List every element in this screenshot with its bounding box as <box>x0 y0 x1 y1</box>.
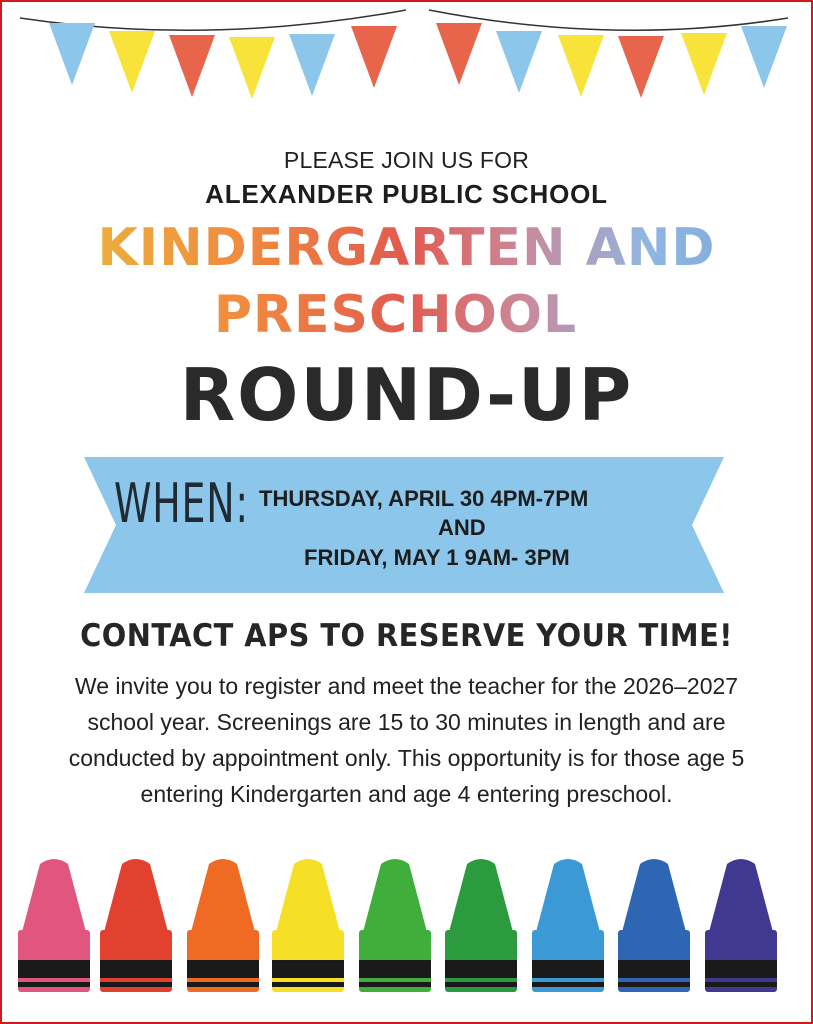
when-label: WHEN: <box>114 472 249 535</box>
pennant-flag-icon <box>289 34 335 96</box>
intro-text: PLEASE JOIN US FOR <box>283 147 530 173</box>
school-name: ALEXANDER PUBLIC SCHOOL <box>205 179 608 209</box>
pennant-flag-icon <box>351 26 397 88</box>
when-date-1: THURSDAY, APRIL 30 4PM-7PM <box>259 486 589 511</box>
title-round-up: ROUND-UP <box>179 353 634 437</box>
pennant-flag-icon <box>496 31 542 93</box>
when-date-2: FRIDAY, MAY 1 9AM- 3PM <box>304 545 570 570</box>
pennant-flag-icon <box>229 37 275 99</box>
pennant-flag-icon <box>558 35 604 97</box>
crayon-icon <box>18 859 90 992</box>
pennant-flag-icon <box>49 23 95 85</box>
crayon-icon <box>100 859 172 992</box>
when-and: AND <box>438 515 486 540</box>
crayon-icon <box>272 859 344 992</box>
flyer <box>4 4 809 1020</box>
pennant-flag-icon <box>741 26 787 88</box>
crayon-icon <box>705 859 777 992</box>
pennant-flag-icon <box>109 31 155 93</box>
crayon-icon <box>445 859 517 992</box>
crayon-icon <box>532 859 604 992</box>
crayon-icon <box>187 859 259 992</box>
bunting <box>4 4 809 114</box>
body-paragraph: We invite you to register and meet the teacher for the 2026–2027 school year. Screenings are 15 to 30 minutes in length and are conducted by appointment only. This opportunity is for those age 5 entering Kindergarten and age 4 entering preschool. <box>68 673 745 807</box>
crayon-row <box>4 852 809 1002</box>
crayon-icon <box>618 859 690 992</box>
pennant-flag-icon <box>169 35 215 97</box>
call-to-action: CONTACT APS TO RESERVE YOUR TIME! <box>80 618 733 654</box>
pennant-flag-icon <box>681 33 727 95</box>
title-line-1: KINDERGARTEN AND <box>4 217 809 279</box>
pennant-flag-icon <box>618 36 664 98</box>
title-line-2: PRESCHOOL <box>4 284 809 346</box>
pennant-flag-icon <box>436 23 482 85</box>
crayon-icon <box>359 859 431 992</box>
